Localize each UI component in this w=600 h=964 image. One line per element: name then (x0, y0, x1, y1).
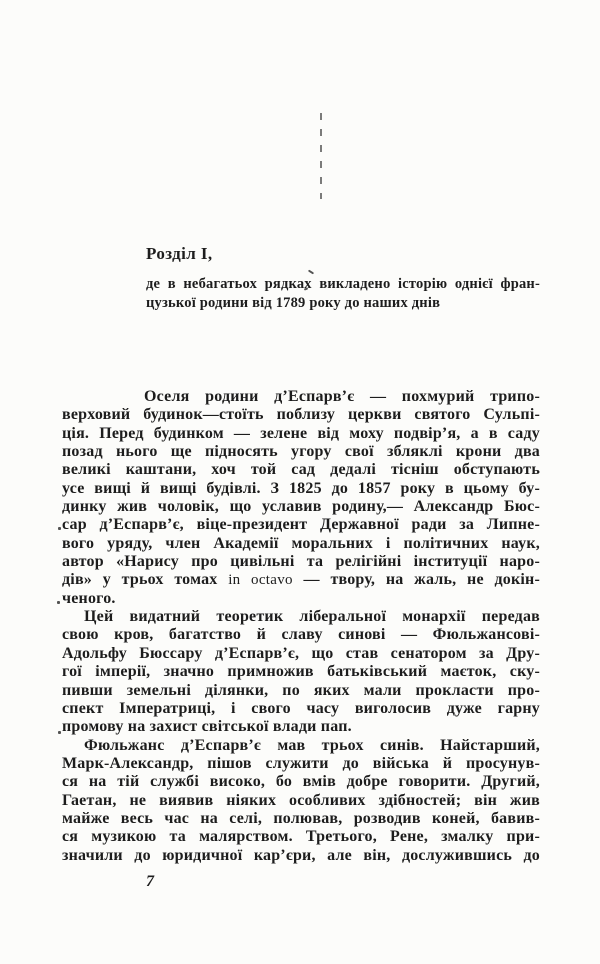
chapter-subtitle-line: де в небагатьох рядках викладено історію однієї фран- (146, 276, 540, 292)
text-line: динку жив чоловік, що уславив родину,— Александр Бюс- (62, 498, 540, 516)
text-line: майже весь час на селі, полював, розводив коней, бавив- (62, 809, 540, 827)
paragraph (62, 388, 540, 608)
paragraph (62, 737, 540, 865)
chapter-header (146, 244, 540, 312)
body-text (62, 388, 540, 865)
chapter-subtitle-line: цузької родини від 1789 року до наших днів (146, 294, 441, 311)
ink-speck (58, 527, 61, 530)
text-line: автор «Нарису про цивільні та релігійні інституції наро- (62, 553, 540, 571)
text-line: гої імперії, значно примножив батьківський маєток, ску- (62, 663, 540, 681)
text-line: Гаетан, не виявив ніяких особливих здібностей; він жив (62, 791, 540, 809)
text-line: значили до юридичної кар’єри, але він, дослужившись до (62, 846, 540, 864)
paragraph (62, 608, 540, 736)
text-line: Фюльжанс д’Еспарв’є мав трьох синів. Найстарший, (84, 736, 540, 754)
text-line: ся музикою та малярством. Третього, Рене, змалку при- (62, 828, 540, 846)
text-line: позад нього ще підносять угору свої збляклі крони два (62, 443, 540, 461)
text-line: ченого. (62, 589, 116, 607)
ink-speck (57, 601, 60, 604)
chapter-heading: Розділ I, (146, 244, 213, 263)
text-line: ся на тій службі високо, бо вмів добре говорити. Другий, (62, 773, 540, 791)
ink-speck (58, 731, 61, 734)
text-line: вого уряду, член Академії моральних і політичних наук, (62, 534, 540, 552)
text-line: Адольфу Бюссару д’Еспарв’є, що став сенатором за Дру- (62, 644, 540, 662)
page-number: 7 (146, 873, 154, 890)
chapter-subtitle (146, 275, 540, 312)
text-line: ція. Перед будинком — зелене від моху подвір’я, а в саду (62, 424, 540, 442)
text-line: дів» у трьох томах in octavo — твору, на жаль, не докін- (62, 571, 540, 589)
text-line: верховий будинок—стоїть поблизу церкви святого Сульпі- (62, 406, 540, 424)
latin-phrase: in octavo (228, 572, 293, 589)
text-line: усе вищі й вищі будівлі. З 1825 до 1857 року в цьому бу- (62, 479, 540, 497)
text-line: сар д’Еспарв’є, віце-президент Державної ради за Липне- (62, 516, 540, 534)
text-line: пивши земельні ділянки, по яких мали прокласти про- (62, 681, 540, 699)
text-line: Оселя родини д’Еспарв’є — похмурий трипо- (144, 388, 540, 405)
scan-artifact-dashed-line (320, 113, 322, 199)
text-line: промову на захист світської влади пап. (62, 718, 352, 736)
text-line: великі каштани, хоч той сад дедалі тісніш обступають (62, 461, 540, 479)
text-line: свою кров, багатство й славу синові — Фюльжансові- (62, 626, 540, 644)
text-line: Марк-Александр, пішов служити до війська й просунув- (62, 754, 540, 772)
text-line: спект Імператриці, і свого часу виголосив дуже гарну (62, 699, 540, 717)
text-line: Цей видатний теоретик ліберальної монархії передав (84, 608, 540, 626)
